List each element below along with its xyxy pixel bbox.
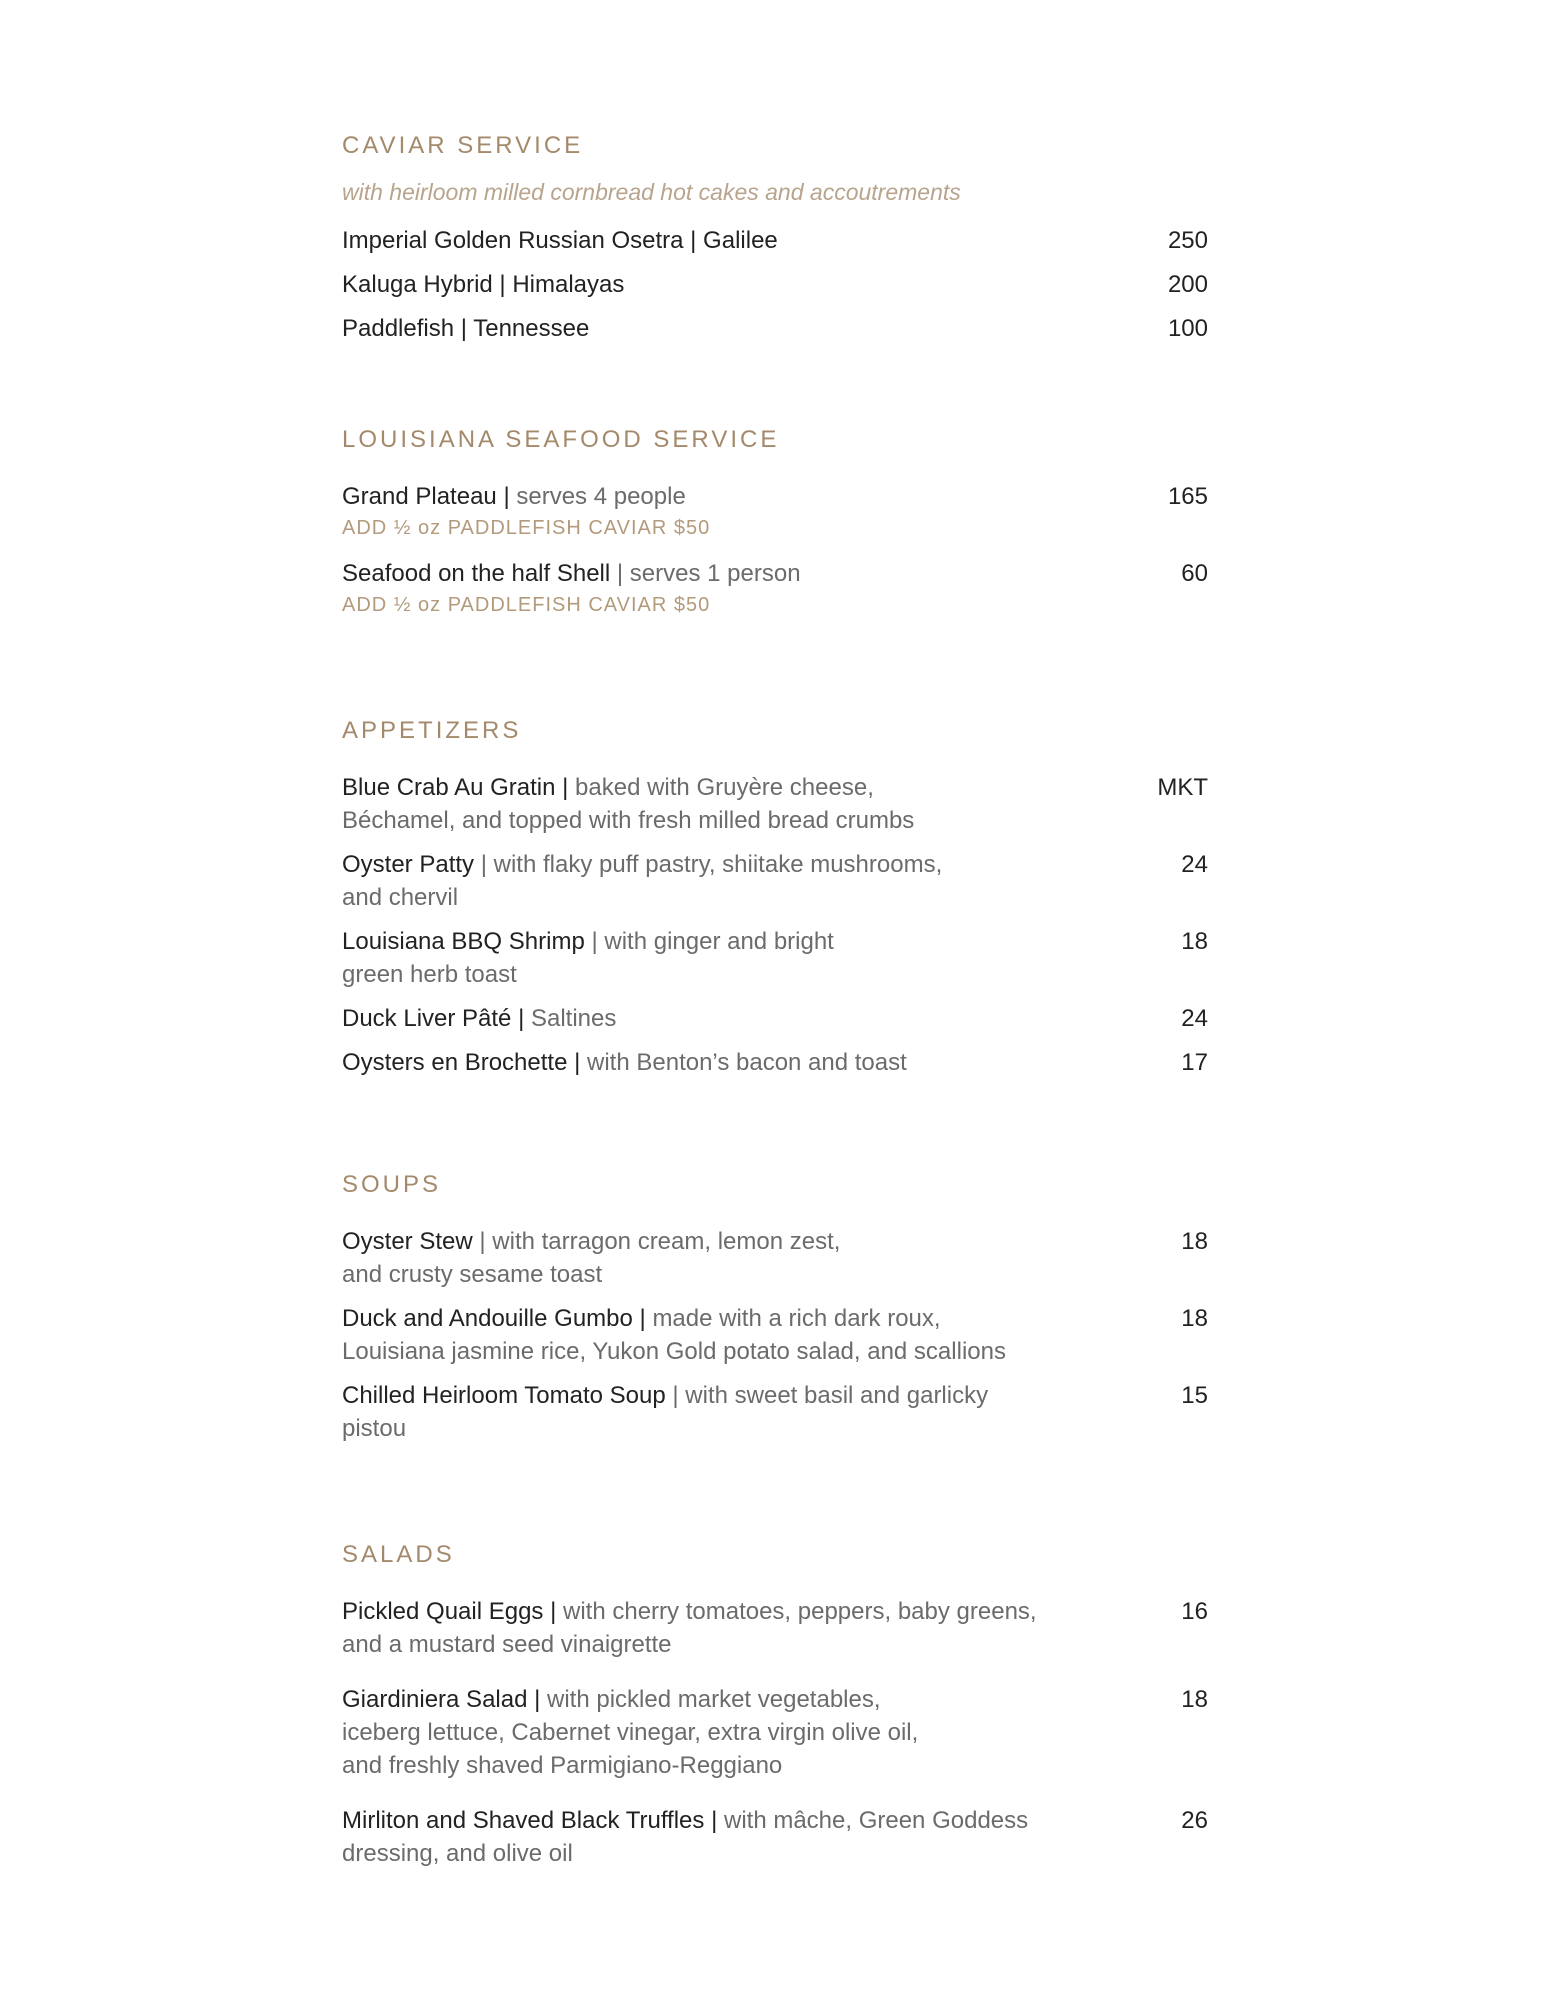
item-price: 165 — [1167, 483, 1208, 510]
item-price: 17 — [1181, 1049, 1208, 1076]
section-title: LOUISIANA SEAFOOD SERVICE — [342, 426, 780, 453]
menu-item — [342, 224, 1208, 257]
item-description-continued: and a mustard seed vinaigrette — [342, 1631, 672, 1658]
item-description: with cherry tomatoes, peppers, baby greens, — [563, 1598, 1037, 1625]
item-name: Oyster Patty — [342, 851, 475, 878]
item-description-continued: dressing, and olive oil — [342, 1840, 573, 1867]
section-louisiana-seafood-service — [342, 426, 1208, 618]
item-price: 24 — [1181, 1005, 1208, 1032]
menu-item — [342, 268, 1208, 301]
section-title: APPETIZERS — [342, 717, 522, 744]
item-description-continued: Louisiana jasmine rice, Yukon Gold potato salad, and scallions — [342, 1338, 1006, 1365]
item-price: 18 — [1181, 1686, 1208, 1713]
menu-item: Duck Liver Pâté | Saltines 24 — [342, 1002, 1208, 1035]
menu-item: Oyster Stew | with tarragon cream, lemon zest, and crusty sesame toast 18 — [342, 1225, 1208, 1291]
menu-item: Blue Crab Au Gratin | baked with Gruyère cheese, Béchamel, and topped with fresh milled bread crumbs MKT — [342, 771, 1208, 837]
item-price: 200 — [1167, 271, 1208, 298]
item-price: 18 — [1181, 928, 1208, 955]
item-name: Seafood on the half Shell — [342, 560, 611, 587]
item-price: 250 — [1167, 227, 1208, 254]
menu-item — [342, 312, 1208, 345]
item-name: Oyster Stew — [342, 1228, 473, 1255]
section-title: CAVIAR SERVICE — [342, 132, 584, 159]
item-name: Kaluga Hybrid | Himalayas — [342, 271, 625, 298]
item-name: Duck Liver Pâté — [342, 1005, 512, 1032]
section-title: SOUPS — [342, 1171, 442, 1198]
menu-item: Oysters en Brochette | with Benton’s bacon and toast 17 — [342, 1046, 1208, 1079]
item-description-continued: pistou — [342, 1415, 407, 1442]
item-description: with flaky puff pastry, shiitake mushrooms, — [493, 851, 943, 878]
item-description: with Benton’s bacon and toast — [587, 1049, 907, 1076]
item-description: baked with Gruyère cheese, — [575, 774, 874, 801]
menu-item: Seafood on the half Shell | serves 1 person ADD ½ oz PADDLEFISH CAVIAR $50 60 — [342, 557, 1208, 618]
item-description-continued: Béchamel, and topped with fresh milled bread crumbs — [342, 807, 915, 834]
item-name: Oysters en Brochette — [342, 1049, 568, 1076]
item-price: 26 — [1181, 1807, 1208, 1834]
section-subtitle: with heirloom milled cornbread hot cakes and accoutrements — [342, 179, 961, 205]
item-name: Grand Plateau — [342, 483, 497, 510]
menu-item: Oyster Patty | with flaky puff pastry, shiitake mushrooms, and chervil 24 — [342, 848, 1208, 914]
item-name: Louisiana BBQ Shrimp — [342, 928, 585, 955]
item-addon: ADD ½ oz PADDLEFISH CAVIAR $50 — [342, 517, 711, 539]
section-salads — [342, 1541, 1208, 1870]
item-description: with ginger and bright — [604, 928, 834, 955]
item-price: 18 — [1181, 1305, 1208, 1332]
menu-item: Chilled Heirloom Tomato Soup | with sweet basil and garlicky pistou 15 — [342, 1379, 1208, 1445]
item-description-continued: green herb toast — [342, 961, 517, 988]
item-description: serves 4 people — [516, 483, 686, 510]
item-name: Chilled Heirloom Tomato Soup — [342, 1382, 666, 1409]
section-title: SALADS — [342, 1541, 455, 1568]
item-price: MKT — [1157, 774, 1208, 801]
item-description-continued: and chervil — [342, 884, 459, 911]
menu-item: Pickled Quail Eggs | with cherry tomatoes, peppers, baby greens, and a mustard seed vinaigrette 16 — [342, 1595, 1208, 1661]
menu-item: Mirliton and Shaved Black Truffles | with mâche, Green Goddess dressing, and olive oil 26 — [342, 1804, 1208, 1870]
item-name: Blue Crab Au Gratin — [342, 774, 556, 801]
section-soups — [342, 1171, 1208, 1445]
item-description: made with a rich dark roux, — [652, 1305, 941, 1332]
item-price: 100 — [1167, 315, 1208, 342]
menu-item: Grand Plateau | serves 4 people ADD ½ oz PADDLEFISH CAVIAR $50 165 — [342, 480, 1208, 541]
item-description-continued: iceberg lettuce, Cabernet vinegar, extra virgin olive oil, — [342, 1719, 919, 1746]
item-name: Imperial Golden Russian Osetra | Galilee — [342, 227, 778, 254]
item-description: with mâche, Green Goddess — [723, 1807, 1029, 1834]
item-name: Mirliton and Shaved Black Truffles — [342, 1807, 705, 1834]
item-price: 60 — [1181, 560, 1208, 587]
item-description-continued: and crusty sesame toast — [342, 1261, 603, 1288]
item-price: 16 — [1181, 1598, 1208, 1625]
item-description: with tarragon cream, lemon zest, — [492, 1228, 841, 1255]
item-name: Paddlefish | Tennessee — [342, 315, 590, 342]
menu-item: Louisiana BBQ Shrimp | with ginger and bright green herb toast 18 — [342, 925, 1208, 991]
item-description: serves 1 person — [629, 560, 801, 587]
item-description: with sweet basil and garlicky — [685, 1382, 989, 1409]
menu-item: Duck and Andouille Gumbo | made with a rich dark roux, Louisiana jasmine rice, Yukon Gold potato salad, and scallions 18 — [342, 1302, 1208, 1368]
item-price: 24 — [1181, 851, 1208, 878]
item-description: Saltines — [530, 1005, 617, 1032]
section-appetizers — [342, 717, 1208, 1079]
section-caviar-service — [342, 132, 1208, 345]
item-price: 15 — [1181, 1382, 1208, 1409]
item-description-continued: and freshly shaved Parmigiano-Reggiano — [342, 1752, 783, 1779]
item-addon: ADD ½ oz PADDLEFISH CAVIAR $50 — [342, 594, 711, 616]
item-name: Pickled Quail Eggs — [342, 1598, 544, 1625]
item-price: 18 — [1181, 1228, 1208, 1255]
item-name: Duck and Andouille Gumbo — [342, 1305, 633, 1332]
item-description: with pickled market vegetables, — [547, 1686, 881, 1713]
menu-item: Giardiniera Salad | with pickled market vegetables, iceberg lettuce, Cabernet vinegar, extra virgin olive oil, and freshly shaved Parmigiano-Reggiano 18 — [342, 1683, 1208, 1782]
item-name: Giardiniera Salad — [342, 1686, 528, 1713]
